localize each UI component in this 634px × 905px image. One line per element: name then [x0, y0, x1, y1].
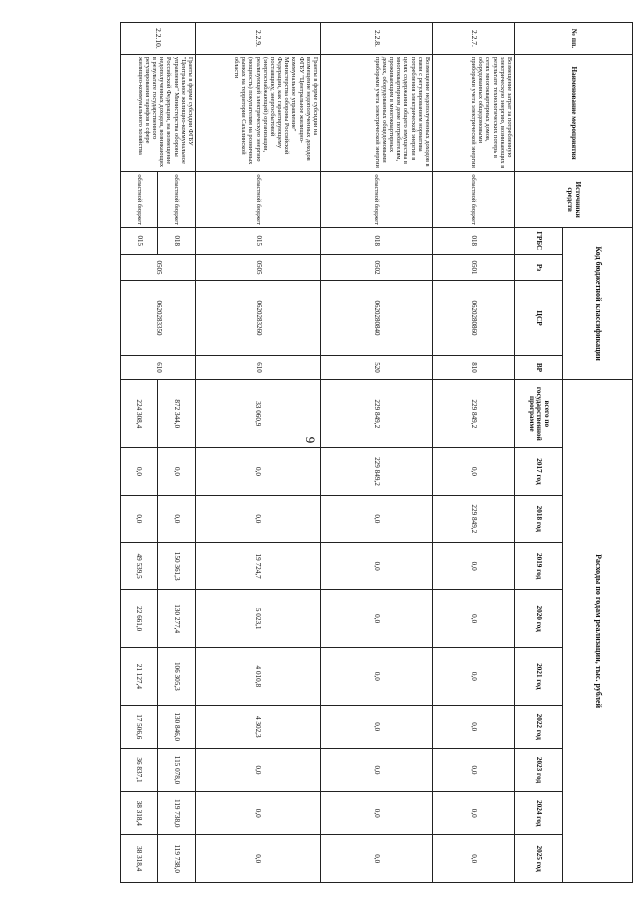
- header-year: 2023 год: [515, 748, 563, 791]
- header-name: Наименование мероприятия: [515, 54, 633, 171]
- row-value: 0,0: [321, 748, 433, 791]
- row-value: 0,0: [433, 448, 515, 495]
- row-value: 150 361,3: [158, 542, 196, 589]
- header-year: 2025 год: [515, 835, 563, 883]
- header-budget-classification: Код бюджетной классификации: [563, 227, 633, 379]
- row-value: 0,0: [433, 590, 515, 648]
- row-value: 0,0: [121, 448, 158, 495]
- row-value: 38 318,4: [121, 835, 158, 883]
- row-value: 0,0: [433, 835, 515, 883]
- row-name: Возмещение затрат за потребленную электрическую энергию, возникающих в результате технологических потерь в сетях многоквартирных домов, оборудованных общедомовыми приборами учета электрической энергии: [433, 54, 515, 171]
- row-source: областной бюджет: [158, 172, 196, 228]
- row-source: областной бюджет: [196, 172, 321, 228]
- row-rz: 0505: [121, 254, 196, 281]
- page-number: 9: [303, 436, 318, 444]
- row-grbs: 018: [321, 227, 433, 254]
- row-csr: 0620280860: [433, 281, 515, 355]
- table-row: [321, 23, 433, 883]
- row-value: 0,0: [433, 705, 515, 748]
- row-vr: 610: [196, 355, 321, 380]
- row-value: 0,0: [433, 748, 515, 791]
- header-year: 2017 год: [515, 448, 563, 495]
- row-csr: 0620280840: [321, 281, 433, 355]
- row-rz: 0501: [433, 254, 515, 281]
- row-value: 0,0: [321, 792, 433, 835]
- row-num: 2.2.7.: [433, 23, 515, 55]
- row-value: 229 849,2: [433, 495, 515, 542]
- row-value: 49 539,5: [121, 542, 158, 589]
- row-num: 2.2.8.: [321, 23, 433, 55]
- row-grbs: 015: [196, 227, 321, 254]
- row-value: 0,0: [321, 542, 433, 589]
- row-value: 106 305,3: [158, 648, 196, 706]
- row-value: 0,0: [433, 542, 515, 589]
- header-expenses: Расходы по годам реализации, тыс. рублей: [563, 380, 633, 883]
- row-value: 21 127,4: [121, 648, 158, 706]
- row-rz: 0505: [196, 254, 321, 281]
- row-value: 5 023,1: [196, 590, 321, 648]
- row-value: 0,0: [121, 495, 158, 542]
- row-value: 119 738,0: [158, 835, 196, 883]
- row-value: 130 277,4: [158, 590, 196, 648]
- row-value: 4 010,8: [196, 648, 321, 706]
- row-value: 0,0: [196, 448, 321, 495]
- header-grbs: ГРБС: [515, 227, 563, 254]
- row-name: Гранты в форме субсидии ФГБУ "Центральное жилищно-коммунальное управление" Министерства обороны Российской Федерации, на возмещение недополученных доходов, возникающих в результате государственного регулирования тарифов в сфере жилищно-коммунального хозяйства: [121, 54, 196, 171]
- row-value: 0,0: [158, 495, 196, 542]
- row-rz: 0502: [321, 254, 433, 281]
- row-vr: 810: [433, 355, 515, 380]
- row-value: 0,0: [196, 495, 321, 542]
- row-value: 4 302,3: [196, 705, 321, 748]
- row-total: 224 308,4: [121, 380, 158, 448]
- row-source: областной бюджет: [121, 172, 158, 228]
- row-csr: 0620283260: [196, 281, 321, 355]
- row-value: 0,0: [196, 792, 321, 835]
- row-total: 229 849,2: [433, 380, 515, 448]
- header-csr: ЦСР: [515, 281, 563, 355]
- row-name: Гранты в форме субсидии на возмещение недополученных доходов ФГБУ "Центральное жилищно-коммунальное управление" Министерства обороны Российской Федерации, как гарантирующему поставщику, энергосбытовой (энергоснабжающей) организации, реализующей электрическую энергию (мощность) покупателям на розничных рынках на территории Сахалинской области: [196, 54, 321, 171]
- row-value: 229 849,2: [321, 448, 433, 495]
- row-name: Возмещение недополученных доходов в связи с регулированием норматива потребления электрической энергии в целях содержания общего имущества в многоквартирном доме потребителям, проживающим в многоквартирных домах, оборудованных общедомовыми приборами учета электрической энергии: [321, 54, 433, 171]
- header-year: 2019 год: [515, 542, 563, 589]
- row-total: 229 849,2: [321, 380, 433, 448]
- row-value: 0,0: [321, 590, 433, 648]
- header-year: 2024 год: [515, 792, 563, 835]
- row-value: 0,0: [196, 835, 321, 883]
- row-total: 872 344,0: [158, 380, 196, 448]
- row-vr: 520: [321, 355, 433, 380]
- row-value: 36 837,1: [121, 748, 158, 791]
- table-row: [433, 23, 515, 883]
- row-total: 33 060,9: [196, 380, 321, 448]
- row-value: 0,0: [158, 448, 196, 495]
- row-grbs: 018: [158, 227, 196, 254]
- header-vr: ВР: [515, 355, 563, 380]
- row-value: 17 506,6: [121, 705, 158, 748]
- header-total: всего по государственной программе: [515, 380, 563, 448]
- row-value: 0,0: [321, 648, 433, 706]
- table-row: [158, 23, 196, 883]
- table-row: [196, 23, 321, 883]
- row-value: 22 661,0: [121, 590, 158, 648]
- row-value: 0,0: [321, 705, 433, 748]
- header-rz: Рз: [515, 254, 563, 281]
- budget-table: [120, 22, 633, 883]
- row-value: 0,0: [321, 835, 433, 883]
- row-grbs: 018: [433, 227, 515, 254]
- row-value: 130 846,0: [158, 705, 196, 748]
- row-num: 2.2.9.: [196, 23, 321, 55]
- row-value: 0,0: [433, 792, 515, 835]
- row-value: 38 318,4: [121, 792, 158, 835]
- row-source: областной бюджет: [321, 172, 433, 228]
- row-value: 19 724,7: [196, 542, 321, 589]
- row-value: 0,0: [321, 495, 433, 542]
- row-source: областной бюджет: [433, 172, 515, 228]
- header-num: № пп.: [515, 23, 633, 55]
- header-year: 2022 год: [515, 705, 563, 748]
- header-source: Источники средств: [515, 172, 633, 228]
- row-num: 2.2.10.: [121, 23, 196, 55]
- row-csr: 0620283350: [121, 281, 196, 355]
- row-value: 119 738,0: [158, 792, 196, 835]
- row-grbs: 015: [121, 227, 158, 254]
- rotated-table-wrapper: [121, 22, 633, 883]
- row-value: 0,0: [433, 648, 515, 706]
- header-year: 2018 год: [515, 495, 563, 542]
- row-value: 0,0: [196, 748, 321, 791]
- header-year: 2021 год: [515, 648, 563, 706]
- header-year: 2020 год: [515, 590, 563, 648]
- row-value: 115 078,0: [158, 748, 196, 791]
- row-vr: 610: [121, 355, 196, 380]
